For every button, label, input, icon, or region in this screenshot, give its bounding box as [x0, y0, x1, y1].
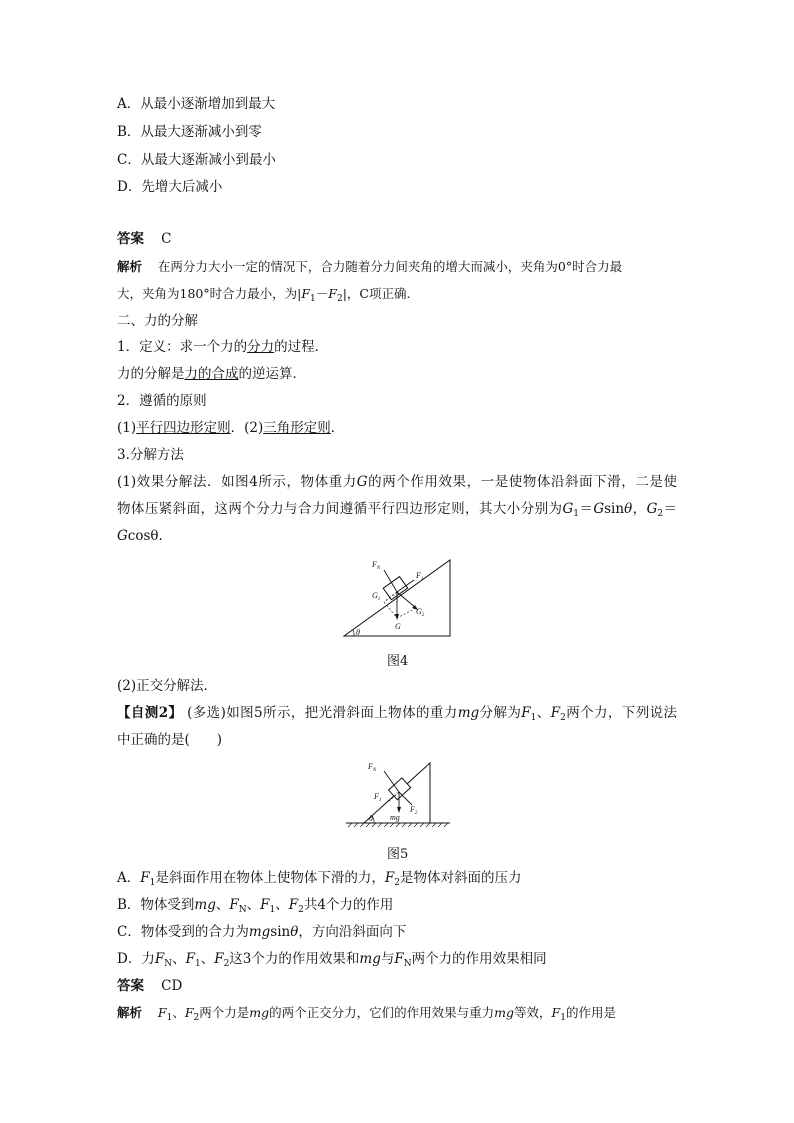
opt-a-end: 是物体对斜面的压力 [399, 870, 522, 886]
option-a: A．从最小逐渐增加到最大 [117, 96, 276, 112]
fig4-g2-label: $G_2$ [416, 607, 425, 618]
opt-b-text: B．物体受到 [117, 897, 195, 913]
definition [117, 338, 328, 356]
effect-line3: Gcosθ. [117, 528, 163, 544]
answer-value: C [161, 231, 172, 247]
inv-text-a: 力的分解是 [117, 366, 185, 382]
principle-heading: 2．遵循的原则 [117, 393, 207, 409]
selftest-option-d: D．力$F_N$、$F_1$、$F_2$这3个力的作用效果和mg与$F_N$两个力的作用效果相同 [117, 951, 547, 969]
parallelogram-edge-1 [384, 602, 397, 618]
analysis-1-line2: 大，夹角为180°时合力最小，为$|F_1-F_2|$，C项正确. [117, 286, 411, 304]
selftest-stem-a: (多选)如图5所示，把光滑斜面上物体的重力 [187, 705, 458, 721]
effect-line2: 物体压紧斜面，这两个分力与合力间遵循平行四边形定则，其大小分别为$G_1=Gsin\theta$，$G_2=$ [117, 501, 678, 519]
opt-c-text: C．物体受到的合力为 [117, 924, 249, 940]
selftest-option-a: A．$F_1$是斜面作用在物体上使物体下滑的力，$F_2$是物体对斜面的压力 [117, 870, 522, 888]
f2-arrow [399, 792, 412, 805]
gravity-arrowhead [395, 614, 399, 620]
rule1-suffix: ．(2) [230, 420, 264, 436]
g2-arrow [397, 592, 416, 608]
def-underline: 分力 [247, 339, 275, 355]
answer-2 [117, 977, 182, 995]
effect-line2-a: 物体压紧斜面，这两个分力与合力间遵循平行四边形定则，其大小分别为 [117, 501, 563, 517]
analysis-label: 解析 [117, 259, 143, 274]
opt-b-end: 共4个力的作用 [303, 897, 394, 913]
inverse-operation [117, 365, 306, 383]
figure-4-caption: 图4 [387, 654, 409, 669]
orthogonal-method: (2)正交分解法． [117, 678, 218, 694]
effect-line1-b: 的两个作用效果，一是使物体沿斜面下滑，二是使 [367, 474, 677, 490]
fig4-g1-label: $G_1$ [372, 591, 381, 602]
inv-underline: 力的合成 [184, 366, 239, 382]
analysis2-text-b: 的两个正交分力，它们的作用效果与重力 [269, 1005, 495, 1020]
selftest-option-c: C．物体受到的合力为mgsinθ，方向沿斜面向下 [117, 924, 407, 940]
inv-text-b: 的逆运算． [238, 366, 306, 382]
analysis-line2-b: |，C项正确. [342, 286, 411, 301]
ground-hatch [348, 823, 448, 827]
fig5-f1-label: $F_1$ [374, 792, 382, 803]
analysis-text: 在两分力大小一定的情况下，合力随着分力间夹角的增大而减小，夹角为0°时合力最 [157, 259, 623, 274]
answer2-label: 答案 [117, 978, 144, 994]
option-b: B．从最大逐渐减小到零 [117, 124, 262, 140]
fig5-mg-label: mg [390, 813, 400, 822]
opt-a-text: 是斜面作用在物体上使物体下滑的力， [155, 870, 385, 886]
fig4-theta-label: θ [356, 628, 360, 637]
fig4-g-label: G [395, 622, 401, 631]
selftest-tag: 【自测2】 [117, 705, 183, 721]
fig4-f1-label: $F_1$ [416, 571, 424, 582]
fig4-fn-label: $F_N$ [372, 560, 381, 571]
analysis2-label: 解析 [117, 1005, 143, 1020]
rule1-prefix: (1) [117, 420, 137, 436]
opt-d-mid2: 与 [380, 951, 395, 967]
selftest-stem-c: 两个力，下列说法 [565, 705, 678, 721]
analysis2-text-d: 的作用是 [565, 1005, 616, 1020]
def-text-a: 1．定义：求一个力的 [117, 339, 248, 355]
selftest-stem-line2: 中正确的是( ) [117, 732, 223, 748]
rule2-suffix: ． [330, 420, 345, 436]
analysis-1-line1 [117, 258, 622, 276]
section-heading: 二、力的分解 [117, 313, 198, 329]
figure-5-diagram [344, 757, 452, 829]
method-heading: 3.分解方法 [117, 447, 184, 463]
analysis2-text-a: 两个力是 [199, 1005, 250, 1020]
block-5 [389, 778, 411, 800]
selftest-stem-b: 分解为 [479, 705, 522, 721]
opt-d-text: D．力 [117, 951, 155, 967]
effect-line1: (1)效果分解法．如图4所示，物体重力G的两个作用效果，一是使物体沿斜面下滑，二是使 [117, 474, 677, 490]
fig5-f2-label: $F_2$ [410, 805, 418, 816]
analysis-line2-a: 大，夹角为180°时合力最小，为| [117, 286, 302, 301]
theta-arc [353, 630, 354, 636]
answer-label: 答案 [117, 231, 144, 247]
figure-4-diagram [340, 556, 456, 640]
def-text-b: 的过程． [274, 339, 329, 355]
fig5-theta-label: θ [369, 814, 373, 823]
rule1-underline: 平行四边形定则 [136, 420, 231, 436]
answer-1 [117, 230, 172, 248]
opt-d-mid: 这3个力的作用效果和 [229, 951, 360, 967]
rule2-underline: 三角形定则 [263, 420, 331, 436]
rules [117, 419, 344, 437]
selftest-option-b: B．物体受到mg、$F_N$、$F_1$、$F_2$共4个力的作用 [117, 897, 394, 915]
option-c: C．从最大逐渐减小到最小 [117, 152, 276, 168]
analysis-2: 解析 $F_1$、$F_2$两个力是mg的两个正交分力，它们的作用效果与重力mg等效，$F_1$的作用是 [117, 1005, 616, 1023]
analysis2-text-c: 等效， [514, 1005, 552, 1020]
block [383, 577, 407, 600]
fig5-fn-label: $F_N$ [368, 762, 377, 773]
figure-5-caption: 图5 [387, 847, 409, 862]
selftest-stem-line1: 【自测2】 (多选)如图5所示，把光滑斜面上物体的重力mg分解为$F_1$、$F_2$两个力，下列说法 [117, 705, 678, 723]
opt-d-end: 两个力的作用效果相同 [411, 951, 547, 967]
parallelogram-edge-2 [397, 608, 416, 618]
option-d: D．先增大后减小 [117, 179, 223, 195]
effect-line1-a: (1)效果分解法．如图4所示，物体重力 [117, 474, 357, 490]
opt-c-end: ，方向沿斜面向下 [298, 924, 407, 940]
effect-line3-text: cosθ. [127, 528, 163, 544]
answer2-value: CD [161, 978, 183, 994]
